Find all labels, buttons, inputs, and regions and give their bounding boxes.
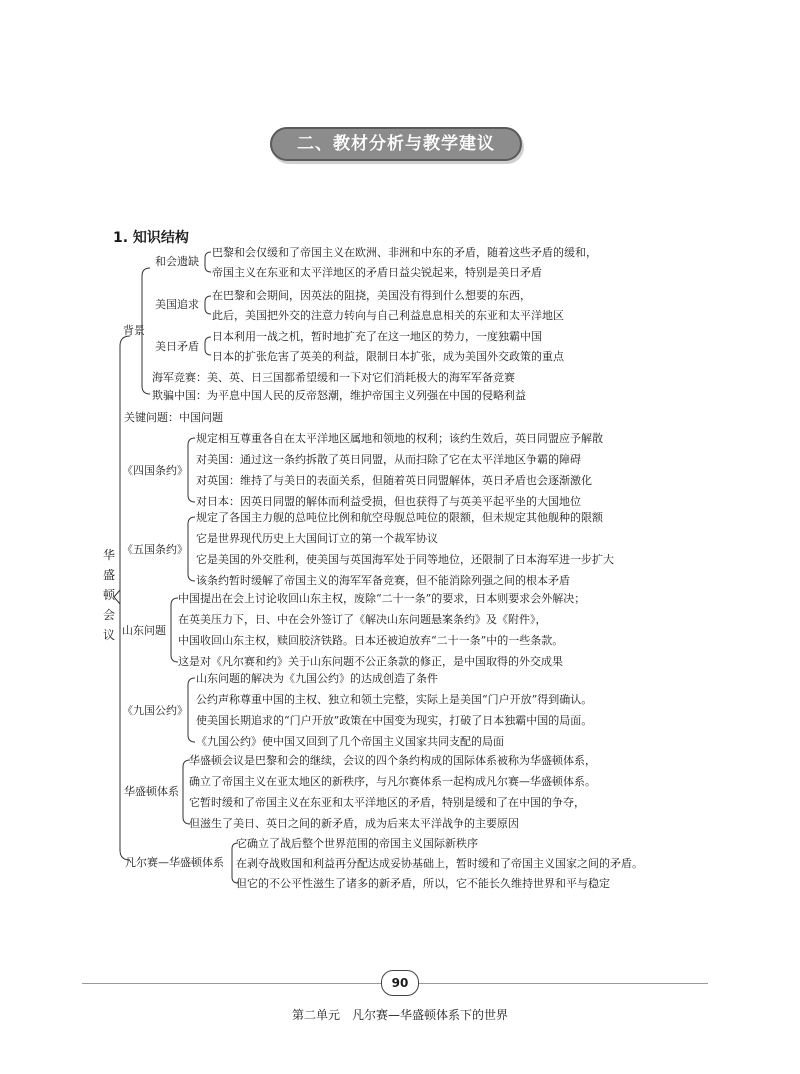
footer-unit-title: 第二单元 凡尔赛—华盛顿体系下的世界 xyxy=(291,1008,508,1022)
leaf-text: 在巴黎和会期间，因英法的阻挠，美国没有得到什么想要的东西， xyxy=(212,289,531,302)
section-heading: 1. 知识结构 xyxy=(113,230,189,246)
node-nine-power-treaty: 《九国公约》 xyxy=(122,704,188,717)
leaf-text: 但它的不公平性滋生了诸多的新矛盾，所以，它不能长久维持世界和平与稳定 xyxy=(236,877,610,890)
page-number: 90 xyxy=(381,970,419,996)
node-deceive-china: 欺骗中国：为平息中国人民的反帝怒潮，维护帝国主义列强在中国的侵略利益 xyxy=(152,389,526,402)
leaf-text: 该条约暂时缓解了帝国主义的海军军备竞赛，但不能消除列强之间的根本矛盾 xyxy=(196,574,570,587)
root-char: 盛 xyxy=(102,568,115,582)
root-char: 顿 xyxy=(102,588,115,602)
leaf-text: 规定了各国主力舰的总吨位比例和航空母舰总吨位的限额，但未规定其他舰种的限额 xyxy=(196,511,603,524)
leaf-text: 规定相互尊重各自在太平洋地区属地和领地的权利；该约生效后，英日同盟应予解散 xyxy=(196,432,603,445)
leaf-text: 它是美国的外交胜利，使美国与英国海军处于同等地位，还限制了日本海军进一步扩大 xyxy=(196,553,614,566)
leaf-text: 日本的扩张危害了英美的利益，限制日本扩张，成为美国外交政策的重点 xyxy=(212,350,564,363)
leaf-text: 对美国：通过这一条约拆散了英日同盟，从而扫除了它在太平洋地区争霸的障碍 xyxy=(196,453,581,466)
node-key-issue: 关键问题：中国问题 xyxy=(124,411,223,424)
node-us-pursuit: 美国追求 xyxy=(155,298,199,311)
root-node-washington-conference xyxy=(101,545,117,645)
node-naval-race: 海军竞赛：美、英、日三国都希望缓和一下对它们消耗极大的海军军备竞赛 xyxy=(152,371,515,384)
node-five-power-treaty: 《五国条约》 xyxy=(122,543,188,556)
leaf-text: 山东问题的解决为《九国公约》的达成创造了条件 xyxy=(196,672,438,685)
leaf-text: 它是世界现代历史上大国间订立的第一个裁军协议 xyxy=(196,532,438,545)
leaf-text: 中国提出在会上讨论收回山东主权，废除“二十一条”的要求，日本则要求会外解决； xyxy=(178,592,586,605)
leaf-text: 使美国长期追求的“门户开放”政策在中国变为现实，打破了日本独霸中国的局面。 xyxy=(196,714,593,727)
leaf-text: 确立了帝国主义在亚太地区的新秩序，与凡尔赛体系一起构成凡尔赛—华盛顿体系。 xyxy=(189,775,596,788)
leaf-text: 帝国主义在东亚和太平洋地区的矛盾日益尖锐起来，特别是美日矛盾 xyxy=(212,266,542,279)
node-washington-system: 华盛顿体系 xyxy=(124,785,179,798)
leaf-text: 但滋生了美日、英日之间的新矛盾，成为后来太平洋战争的主要原因 xyxy=(189,817,519,830)
leaf-text: 《九国公约》使中国又回到了几个帝国主义国家共同支配的局面 xyxy=(196,735,504,748)
node-versailles-washington-system: 凡尔赛—华盛顿体系 xyxy=(125,856,224,869)
root-char: 会 xyxy=(102,608,115,622)
leaf-text: 这是对《凡尔赛和约》关于山东问题不公正条款的修正，是中国取得的外交成果 xyxy=(178,655,563,668)
node-peace-conference-gaps: 和会遗缺 xyxy=(155,255,199,268)
node-four-power-treaty: 《四国条约》 xyxy=(122,464,188,477)
section-title: 二、教材分析与教学建议 xyxy=(297,134,495,154)
leaf-text: 对英国：维持了与美日的表面关系，但随着英日同盟解体，英日矛盾也会逐渐激化 xyxy=(196,474,592,487)
leaf-text: 巴黎和会仅缓和了帝国主义在欧洲、非洲和中东的矛盾，随着这些矛盾的缓和， xyxy=(212,246,597,259)
leaf-text: 华盛顿会议是巴黎和会的继续，会议的四个条约构成的国际体系被称为华盛顿体系， xyxy=(189,754,596,767)
node-background: 背景 xyxy=(123,324,145,337)
node-us-japan-conflict: 美日矛盾 xyxy=(155,340,199,353)
leaf-text: 在剥夺战败国和利益再分配达成妥协基础上，暂时缓和了帝国主义国家之间的矛盾。 xyxy=(236,857,643,870)
leaf-text: 它暂时缓和了帝国主义在东亚和太平洋地区的矛盾，特别是缓和了在中国的争夺， xyxy=(189,796,585,809)
leaf-text: 中国收回山东主权，赎回胶济铁路。日本还被迫放弃“二十一条”中的一些条款。 xyxy=(178,634,564,647)
leaf-text: 日本利用一战之机，暂时地扩充了在这一地区的势力，一度独霸中国 xyxy=(212,330,542,343)
root-char: 华 xyxy=(102,548,115,562)
leaf-text: 公约声称尊重中国的主权、独立和领土完整，实际上是美国“门户开放”得到确认。 xyxy=(196,693,593,706)
leaf-text: 此后，美国把外交的注意力转向与自己利益息息相关的东亚和太平洋地区 xyxy=(212,309,564,322)
leaf-text: 对日本：因英日同盟的解体而利益受损，但也获得了与英美平起平坐的大国地位 xyxy=(196,495,581,508)
leaf-text: 它确立了战后整个世界范围的帝国主义国际新秩序 xyxy=(236,837,478,850)
leaf-text: 在英美压力下，日、中在会外签订了《解决山东问题悬案条约》及《附件》， xyxy=(178,613,547,626)
node-shandong-issue: 山东问题 xyxy=(122,624,166,637)
root-char: 议 xyxy=(102,628,115,642)
